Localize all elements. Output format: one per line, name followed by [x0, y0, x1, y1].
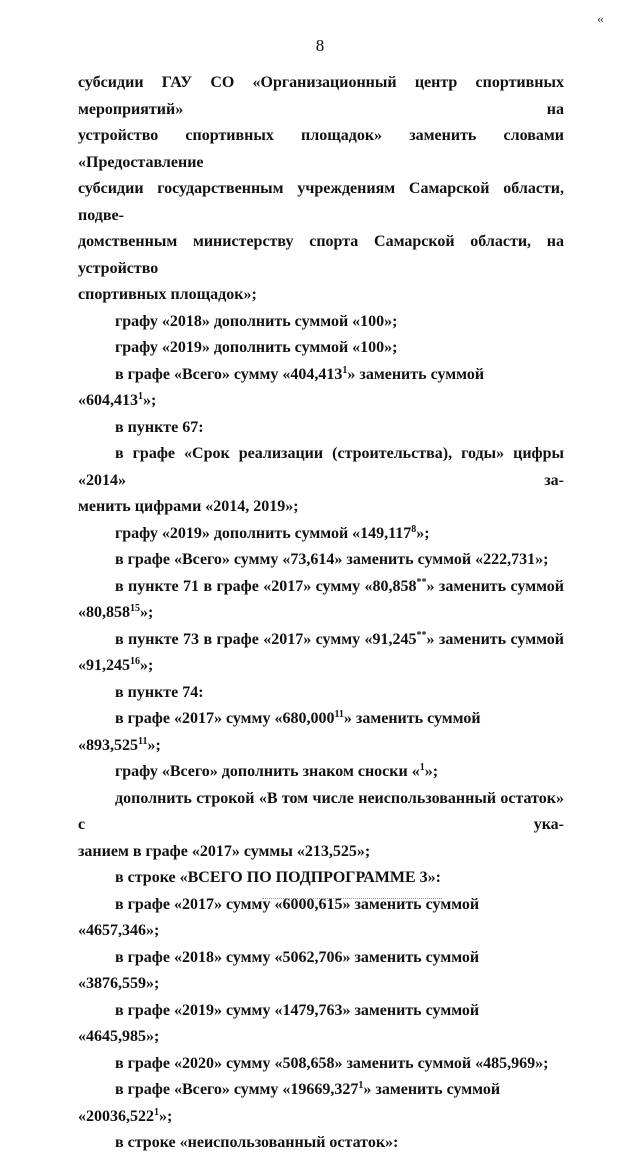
text-line: в графе «Всего» сумму «404,413$^1$» заменить суммой «604,413$^1$»; [78, 364, 485, 409]
text-line: в графе «Срок реализации (строительства), годы» цифры «2014» за- [78, 445, 564, 489]
text-line: субсидии государственным учреждениям Самарской области, подве- [78, 180, 564, 224]
text-line: дополнить строкой «В том числе неиспользованный остаток» с ука- [78, 789, 564, 833]
text-line: устройство спортивных площадок» заменить словами «Предоставление [78, 127, 564, 171]
text-line: спортивных площадок»; [78, 286, 257, 303]
text-line: в графе «Всего» сумму «73,614» заменить суммой «222,731»; [115, 551, 549, 568]
text-line: «80,858$^{15}$»; [78, 603, 154, 621]
corner-mark: « [597, 12, 604, 27]
document-body [78, 70, 564, 1157]
text-line: в графе «2019» сумму «1479,763» заменить суммой «4645,985»; [78, 1001, 480, 1045]
text-line: графу «Всего» дополнить знаком сноски «$^1$»; [115, 762, 439, 780]
text-line: занием в графе «2017» суммы «213,525»; [78, 842, 371, 860]
text-line: в пункте 74: [115, 683, 204, 701]
page-number: 8 [315, 36, 325, 55]
text-line: в графе «Всего» сумму «19669,327$^1$» заменить суммой «20036,522$^1$»; [78, 1080, 501, 1125]
text-line: «91,245$^{16}$»; [78, 656, 154, 674]
text-line: в пункте 67: [115, 418, 204, 436]
text-line: субсидии ГАУ СО «Организационный центр спортивных мероприятий» на [78, 74, 564, 118]
text-line: в графе «2017» сумму «680,000$^{11}$» заменить суммой «893,525$^{11}$»; [78, 709, 481, 754]
text-line: графу «2019» дополнить суммой «149,117$^8$»; [115, 523, 430, 542]
text-line: в строке «неиспользованный остаток»: [115, 1134, 399, 1151]
text-line: графу «2018» дополнить суммой «100»; [115, 312, 398, 330]
text-line: в пункте 71 в графе «2017» сумму «80,858**» заменить суммой [115, 576, 565, 595]
page-bottom-dots [262, 898, 442, 901]
text-line: в графе «2020» сумму «508,658» заменить суммой «485,969»; [115, 1054, 549, 1072]
text-line: в графе «2017» сумму «6000,615» заменить суммой «4657,346»; [78, 895, 480, 939]
text-line: домственным министерству спорта Самарской области, на устройство [78, 233, 564, 277]
text-line: в пункте 73 в графе «2017» сумму «91,245**» заменить суммой [115, 629, 565, 648]
text-line: в строке «ВСЕГО ПО ПОДПРОГРАММЕ 3»: [115, 869, 441, 886]
text-line: в графе «2018» сумму «5062,706» заменить суммой «3876,559»; [78, 948, 480, 992]
text-line: менить цифрами «2014, 2019»; [78, 498, 299, 515]
text-line: графу «2019» дополнить суммой «100»; [115, 339, 398, 356]
